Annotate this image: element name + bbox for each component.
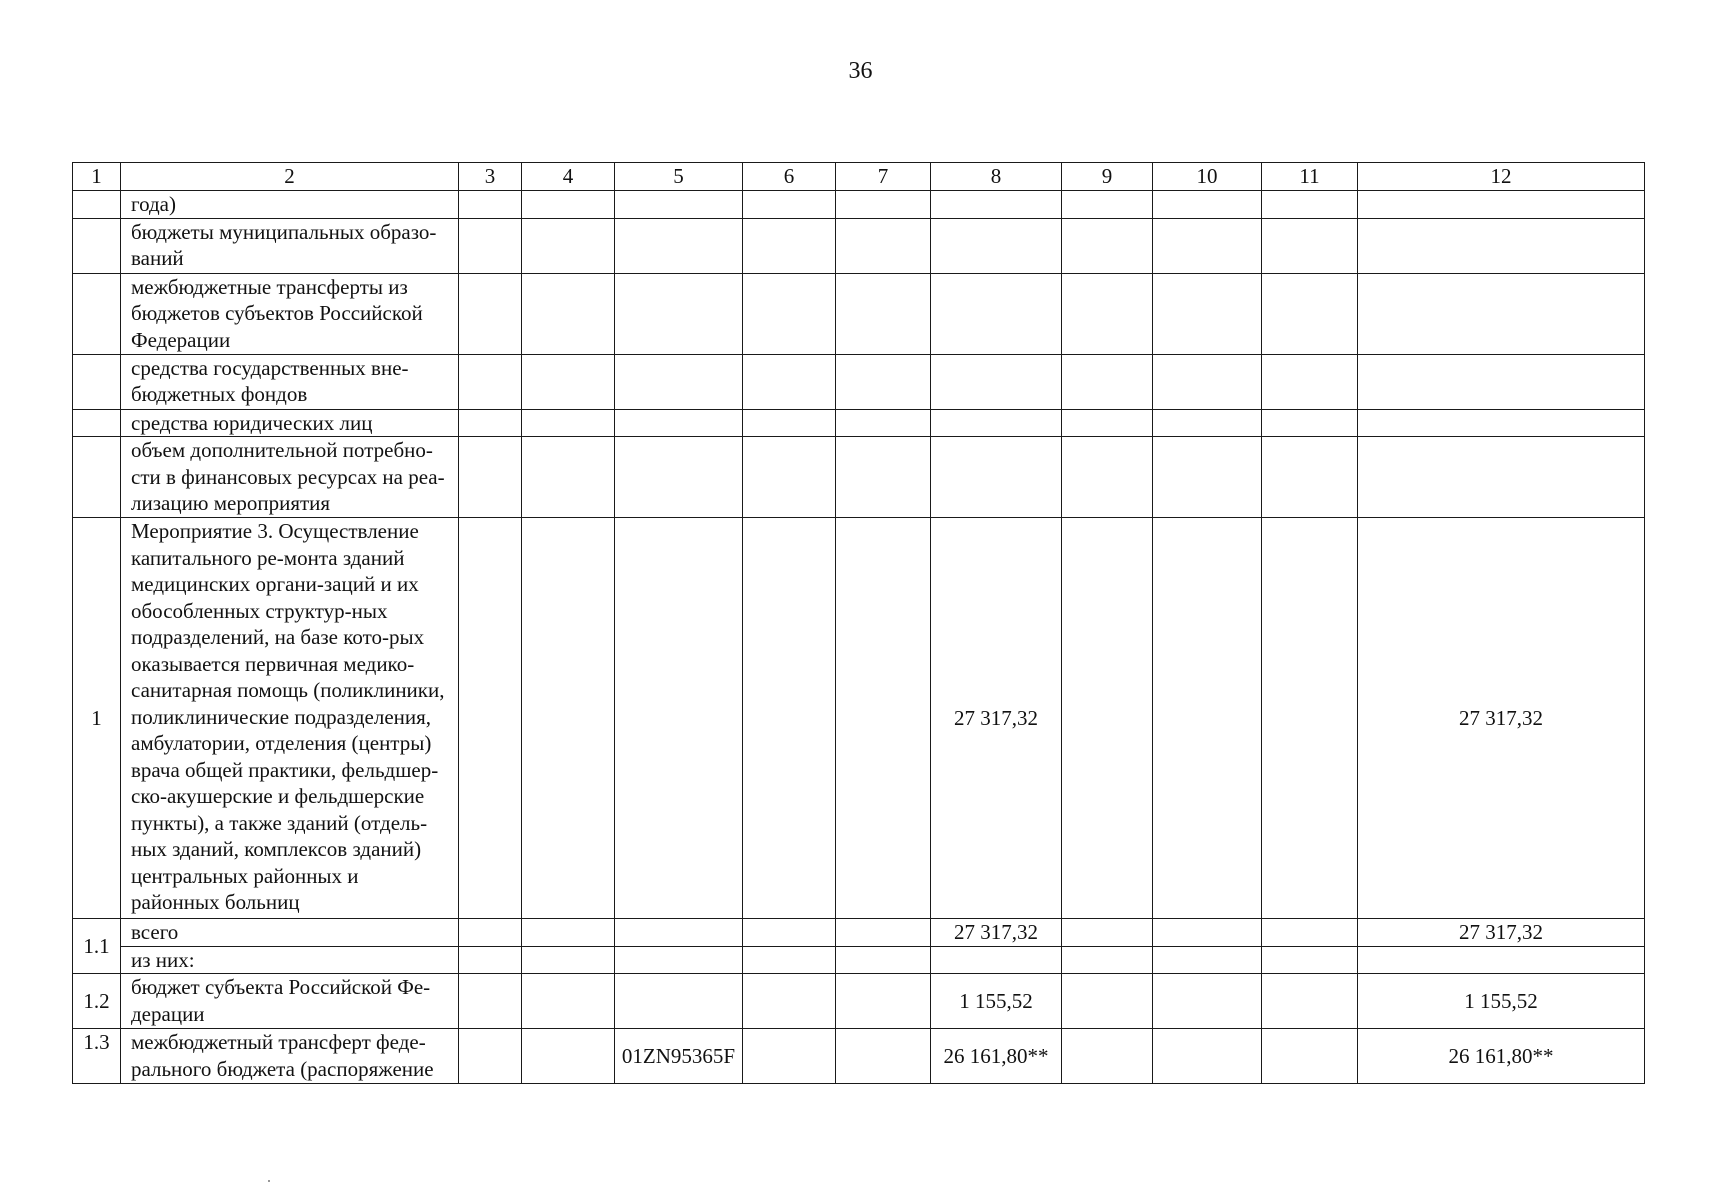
row-text-interbudget-transfers: межбюджетные трансферты из бюджетов субъектов Российской Федерации — [121, 273, 459, 354]
measure-3-description: Мероприятие 3. Осуществление капитального ре-монта зданий медицинских органи-заций и их обособленных структур-ных подразделений, на базе кото-рых оказывается первичная медико-санитарная помощь (поликлиники, поликлинические подразделения, амбулатории, отделения (центры) врача общей практики, фельдшер-ско-акушерские и фельдшерские пункты), а также зданий (отдель-ных зданий, комплексов зданий) центральных районных и районных больниц — [121, 518, 459, 919]
row-text-of-which: из них: — [121, 946, 459, 974]
col-header-3: 3 — [459, 163, 522, 191]
row-text-total: всего — [121, 919, 459, 947]
row-number: 1.3 — [73, 1029, 121, 1084]
col-header-4: 4 — [522, 163, 615, 191]
row-text-offbudget-funds: средства государственных вне-бюджетных фондов — [121, 354, 459, 409]
row-text-legal-entities: средства юридических лиц — [121, 409, 459, 437]
col-header-7: 7 — [836, 163, 931, 191]
total-col-12-value: 27 317,32 — [1358, 919, 1645, 947]
table-row — [73, 1029, 1645, 1084]
col-header-2: 2 — [121, 163, 459, 191]
column-header-row — [73, 163, 1645, 191]
row-text-municipal-budgets: бюджеты муниципальных образо-ваний — [121, 218, 459, 273]
col-header-9: 9 — [1062, 163, 1153, 191]
regional-budget-col-8-value: 1 155,52 — [931, 974, 1062, 1029]
federal-transfer-col-12-value: 26 161,80** — [1358, 1029, 1645, 1084]
table-row — [73, 354, 1645, 409]
table-row — [73, 191, 1645, 219]
row-text-goda: года) — [121, 191, 459, 219]
scan-speck — [268, 1180, 270, 1182]
table-row — [73, 218, 1645, 273]
row-text-additional-need: объем дополнительной потребно-сти в финансовых ресурсах на реа-лизацию мероприятия — [121, 437, 459, 518]
table-row — [73, 409, 1645, 437]
budget-table — [72, 162, 1645, 1084]
measure-3-col-12-value: 27 317,32 — [1358, 518, 1645, 919]
table-row — [73, 919, 1645, 947]
federal-transfer-code: 01ZN95365F — [615, 1029, 743, 1084]
row-text-regional-budget: бюджет субъекта Российской Фе-дерации — [121, 974, 459, 1029]
row-number: 1.1 — [73, 919, 121, 974]
table-row — [73, 273, 1645, 354]
regional-budget-col-12-value: 1 155,52 — [1358, 974, 1645, 1029]
col-header-5: 5 — [615, 163, 743, 191]
table-row-measure-3 — [73, 518, 1645, 919]
federal-transfer-col-8-value: 26 161,80** — [931, 1029, 1062, 1084]
row-number: 1 — [73, 518, 121, 919]
table-row — [73, 946, 1645, 974]
table-row — [73, 974, 1645, 1029]
col-header-8: 8 — [931, 163, 1062, 191]
table-row — [73, 437, 1645, 518]
total-col-8-value: 27 317,32 — [931, 919, 1062, 947]
col-header-10: 10 — [1153, 163, 1262, 191]
col-header-1: 1 — [73, 163, 121, 191]
measure-3-col-8-value: 27 317,32 — [931, 518, 1062, 919]
row-number: 1.2 — [73, 974, 121, 1029]
page-number: 36 — [848, 58, 873, 84]
col-header-11: 11 — [1262, 163, 1358, 191]
row-text-federal-transfer: межбюджетный трансферт феде-рального бюджета (распоряжение — [121, 1029, 459, 1084]
col-header-12: 12 — [1358, 163, 1645, 191]
col-header-6: 6 — [743, 163, 836, 191]
